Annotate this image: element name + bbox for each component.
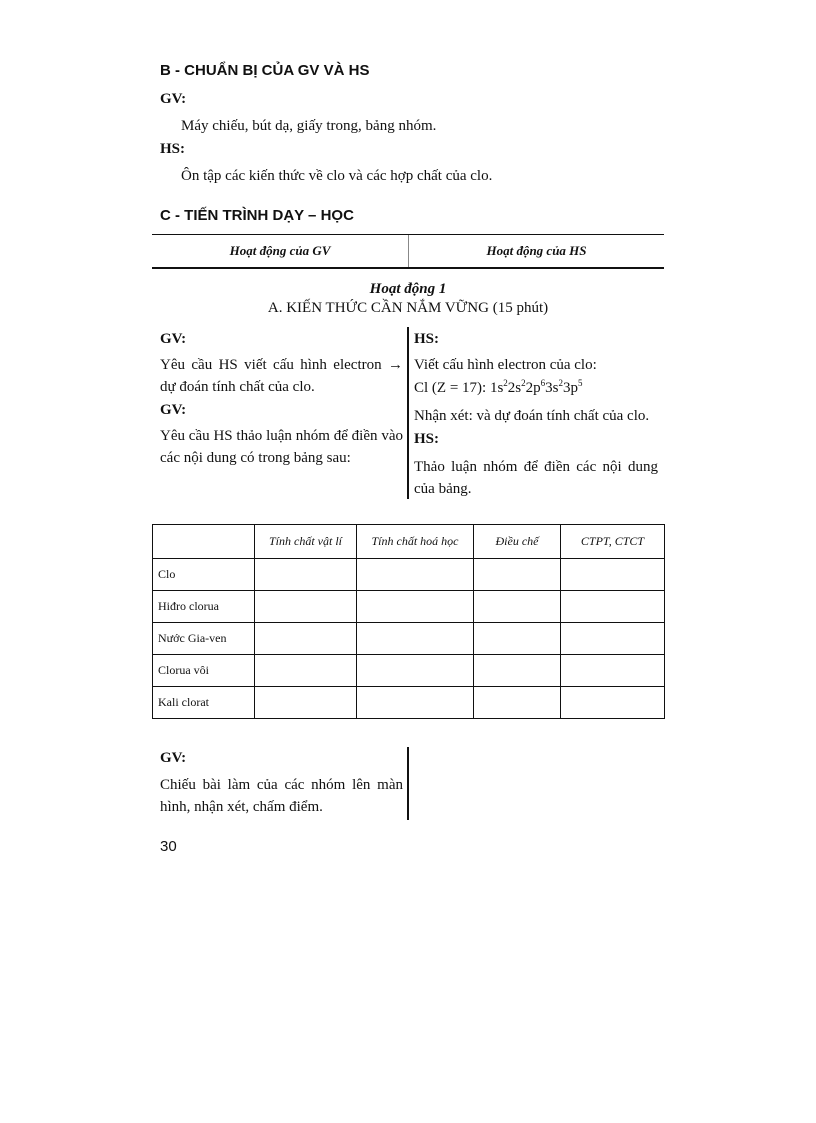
table-cell: [474, 655, 561, 687]
column-divider: [407, 327, 409, 499]
table-cell: [561, 623, 665, 655]
table-cell: [561, 687, 665, 719]
hs-task-2: Thảo luận nhóm để điền các nội dung của bảng.: [414, 459, 658, 497]
table-cell: [561, 591, 665, 623]
table-cell: [357, 559, 474, 591]
section-c-heading: C - TIẾN TRÌNH DẠY – HỌC: [160, 207, 354, 224]
table-cell: [357, 591, 474, 623]
table-header-cell: Tính chất vật lí: [255, 525, 357, 559]
hs-task-1-line3: Nhận xét: và dự đoán tính chất của clo.: [414, 408, 650, 424]
table-row: [153, 591, 665, 623]
activity-subtitle: A. KIẾN THỨC CẦN NẮM VỮNG (15 phút): [267, 300, 549, 316]
table-cell: [255, 687, 357, 719]
table-cell: [474, 559, 561, 591]
table-header-cell: [153, 525, 255, 559]
gv-task-1: Yêu cầu HS viết cấu hình electron → dự đoán tính chất của clo.: [160, 357, 403, 395]
properties-table: [152, 524, 665, 719]
table-cell: [255, 655, 357, 687]
hs-prep-text: Ôn tập các kiến thức về clo và các hợp chất của clo.: [181, 168, 493, 184]
col-header-gv: Hoạt động của GV: [229, 243, 331, 258]
gv-label-1: GV:: [160, 331, 187, 347]
hs-label-2: HS:: [414, 431, 440, 447]
gv-task-2: Yêu cầu HS thảo luận nhóm để điền vào các nội dung có trong bảng sau:: [160, 428, 403, 466]
table-row: [153, 655, 665, 687]
table-cell: [357, 655, 474, 687]
table-cell: [255, 591, 357, 623]
table-cell: [474, 591, 561, 623]
table-header-cell: Tính chất hoá học: [357, 525, 474, 559]
table-cell: [474, 687, 561, 719]
electron-config: Cl (Z = 17): $1s^22s^22p^63s^23p^5$: [414, 378, 583, 396]
hs-task-1-line1: Viết cấu hình electron của clo:: [414, 357, 597, 373]
table-cell: [357, 687, 474, 719]
table-cell: [561, 559, 665, 591]
table-cell: [357, 623, 474, 655]
table-header-cell: CTPT, CTCT: [561, 525, 665, 559]
gv-label-2: GV:: [160, 402, 187, 418]
table-cell: [255, 623, 357, 655]
table-row: [153, 687, 665, 719]
table-cell: [255, 559, 357, 591]
activity-title: Hoạt động 1: [369, 281, 447, 297]
gv-prep-text: Máy chiếu, bút dạ, giấy trong, bảng nhóm.: [181, 118, 437, 134]
row-name: Nước Gia-ven: [153, 623, 255, 655]
col-header-hs: Hoạt động của HS: [486, 243, 587, 258]
table-header-cell: Điều chế: [474, 525, 561, 559]
table-header-row: [153, 525, 665, 559]
gv-label-3: GV:: [160, 750, 187, 766]
hs-label: HS:: [160, 141, 186, 157]
gv-label: GV:: [160, 91, 187, 107]
table-cell: [474, 623, 561, 655]
page-number: 30: [160, 838, 177, 855]
table-row: [153, 623, 665, 655]
gv-task-3: Chiếu bài làm của các nhóm lên màn hình, nhận xét, chấm điểm.: [160, 777, 403, 815]
section-b-heading: B - CHUẨN BỊ CỦA GV VÀ HS: [160, 62, 370, 79]
bottom-column-divider: [407, 747, 409, 820]
row-name: Clo: [153, 559, 255, 591]
row-name: Kali clorat: [153, 687, 255, 719]
table-row: [153, 559, 665, 591]
table-cell: [561, 655, 665, 687]
row-name: Clorua vôi: [153, 655, 255, 687]
header-bottom-rule: [152, 267, 664, 269]
hs-label-1: HS:: [414, 331, 440, 347]
row-name: Hiđro clorua: [153, 591, 255, 623]
